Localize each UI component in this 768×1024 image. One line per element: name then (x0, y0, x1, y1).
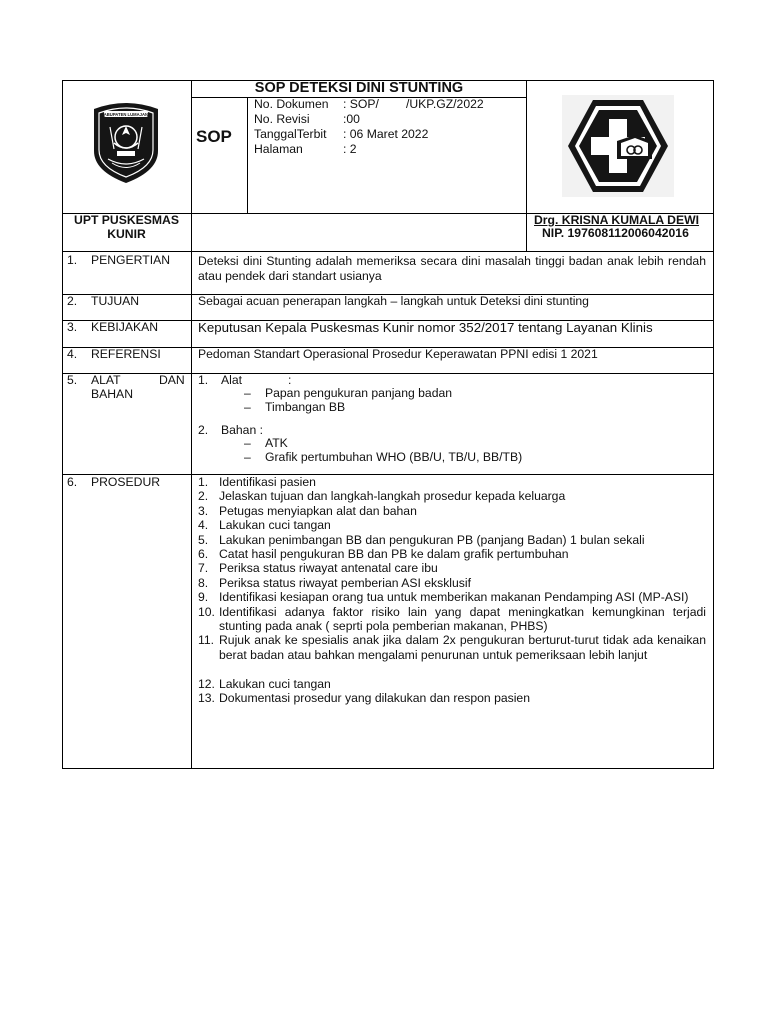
list-item (198, 475, 706, 490)
list-item (198, 605, 706, 635)
row-text-pengertian: Deteksi dini Stunting adalah memeriksa secara dini masalah tinggi badan anak lebih rendah atau pendek dari standart usianya (198, 254, 706, 283)
list-item (198, 504, 706, 519)
kabupaten-lumajang-seal-icon (90, 99, 162, 185)
step-number: 1. (198, 475, 209, 489)
step-number: 9. (198, 590, 209, 605)
doc-field-value-dokumen: : SOP/ /UKP.GZ/2022 (343, 97, 484, 111)
doc-field-label-tanggal: TanggalTerbit (254, 127, 327, 141)
step-number: 13. (198, 691, 215, 705)
doc-field-label-halaman: Halaman (254, 142, 303, 156)
list-item (198, 533, 706, 548)
unit-name-line1: UPT PUSKESMAS (74, 213, 179, 227)
step-number: 7. (198, 561, 209, 576)
sop-label: SOP (196, 127, 232, 146)
row-number: 3. (67, 320, 78, 334)
row-label-prosedur: PROSEDUR (91, 475, 161, 489)
bahan-item: ATK (265, 436, 288, 450)
step-number: 5. (198, 532, 209, 547)
step-text: Identifikasi pasien (219, 475, 316, 489)
row-label-alat: ALAT (91, 373, 121, 387)
row-number: 6. (67, 475, 78, 489)
doc-field-value-tanggal: : 06 Maret 2022 (343, 127, 429, 141)
step-text: Lakukan cuci tangan (219, 518, 331, 533)
step-number: 4. (198, 518, 209, 533)
list-item (198, 518, 706, 533)
svg-text:KABUPATEN LUMAJANG: KABUPATEN LUMAJANG (100, 112, 152, 117)
list-item (198, 547, 706, 562)
bahan-item: Grafik pertumbuhan WHO (BB/U, TB/U, BB/TB) (265, 450, 523, 464)
row-label-pengertian: PENGERTIAN (91, 253, 171, 267)
list-item (198, 561, 706, 576)
row-number: 4. (67, 347, 78, 361)
bahan-title: Bahan : (221, 423, 264, 437)
step-text: Rujuk anak ke spesialis anak jika dalam 2x pengukuran berturut-turut tidak ada kenaikan berat badan atau bahkan mengalami penurunan untuk pemeriksaan lebih lanjut (219, 633, 706, 662)
step-number: 8. (198, 575, 209, 590)
step-text: Identifikasi kesiapan orang tua untuk memberikan makanan Pendamping ASI (MP-ASI) (219, 590, 689, 605)
signer-name: Drg. KRISNA KUMALA DEWI (534, 213, 699, 227)
step-number: 3. (198, 503, 209, 518)
step-number: 10. (198, 604, 215, 619)
row-number: 1. (67, 253, 78, 267)
step-number: 12. (198, 676, 215, 691)
row-label-tujuan: TUJUAN (91, 294, 140, 308)
puskesmas-cross-hexagon-icon (562, 95, 674, 197)
doc-field-label-revisi: No. Revisi (254, 112, 310, 126)
row-text-kebijakan: Keputusan Kepala Puskesmas Kunir nomor 352/2017 tentang Layanan Klinis (198, 320, 653, 335)
step-text: Catat hasil pengukuran BB dan PB ke dalam grafik pertumbuhan (219, 547, 569, 561)
row-number: 5. (67, 373, 78, 387)
step-text: Identifikasi adanya faktor risiko lain yang dapat meningkatkan kemungkinan terjadi stunting pada anak ( seprti pola pemberian makanan, PHBS) (219, 604, 706, 633)
alat-number: 1. (198, 373, 209, 387)
dash-icon: – (244, 386, 251, 400)
row-label-referensi: REFERENSI (91, 347, 161, 361)
step-text: Lakukan penimbangan BB dan pengukuran PB (panjang Badan) 1 bulan sekali (219, 532, 645, 547)
dash-icon: – (244, 400, 251, 414)
alat-item: Papan pengukuran panjang badan (265, 386, 453, 400)
step-text: Jelaskan tujuan dan langkah-langkah prosedur kepada keluarga (219, 489, 566, 504)
step-number: 6. (198, 547, 209, 561)
row-text-tujuan: Sebagai acuan penerapan langkah – langkah untuk Deteksi dini stunting (198, 294, 589, 308)
step-number: 11. (198, 633, 215, 648)
step-text: Lakukan cuci tangan (219, 676, 331, 691)
list-item (198, 576, 706, 591)
document-title: SOP DETEKSI DINI STUNTING (254, 80, 464, 96)
list-item (198, 691, 706, 706)
list-item (198, 489, 706, 504)
list-item (198, 633, 706, 677)
prosedur-steps-list (198, 475, 706, 765)
list-item (198, 590, 706, 605)
list-item (198, 677, 706, 692)
doc-field-value-revisi: :00 (343, 112, 360, 126)
doc-field-value-halaman: : 2 (343, 142, 357, 156)
row-label-kebijakan: KEBIJAKAN (91, 320, 159, 334)
doc-field-label-dokumen: No. Dokumen (254, 97, 329, 111)
row-label-dan: DAN (159, 373, 185, 387)
unit-name-line2: KUNIR (107, 227, 146, 241)
alat-colon: : (288, 373, 292, 387)
row-label-bahan: BAHAN (91, 387, 133, 401)
row-text-referensi: Pedoman Standart Operasional Prosedur Keperawatan PPNI edisi 1 2021 (198, 347, 598, 361)
step-text: Periksa status riwayat antenatal care ibu (219, 561, 438, 576)
step-number: 2. (198, 489, 209, 504)
alat-item: Timbangan BB (265, 400, 346, 414)
dash-icon: – (244, 436, 251, 450)
signer-nip: NIP. 197608112006042016 (542, 226, 689, 240)
bahan-number: 2. (198, 423, 209, 437)
dash-icon: – (244, 450, 251, 464)
step-text: Petugas menyiapkan alat dan bahan (219, 503, 417, 518)
row-number: 2. (67, 294, 78, 308)
alat-title: Alat (221, 373, 243, 387)
step-text: Dokumentasi prosedur yang dilakukan dan respon pasien (219, 691, 530, 705)
step-text: Periksa status riwayat pemberian ASI eksklusif (219, 575, 471, 590)
